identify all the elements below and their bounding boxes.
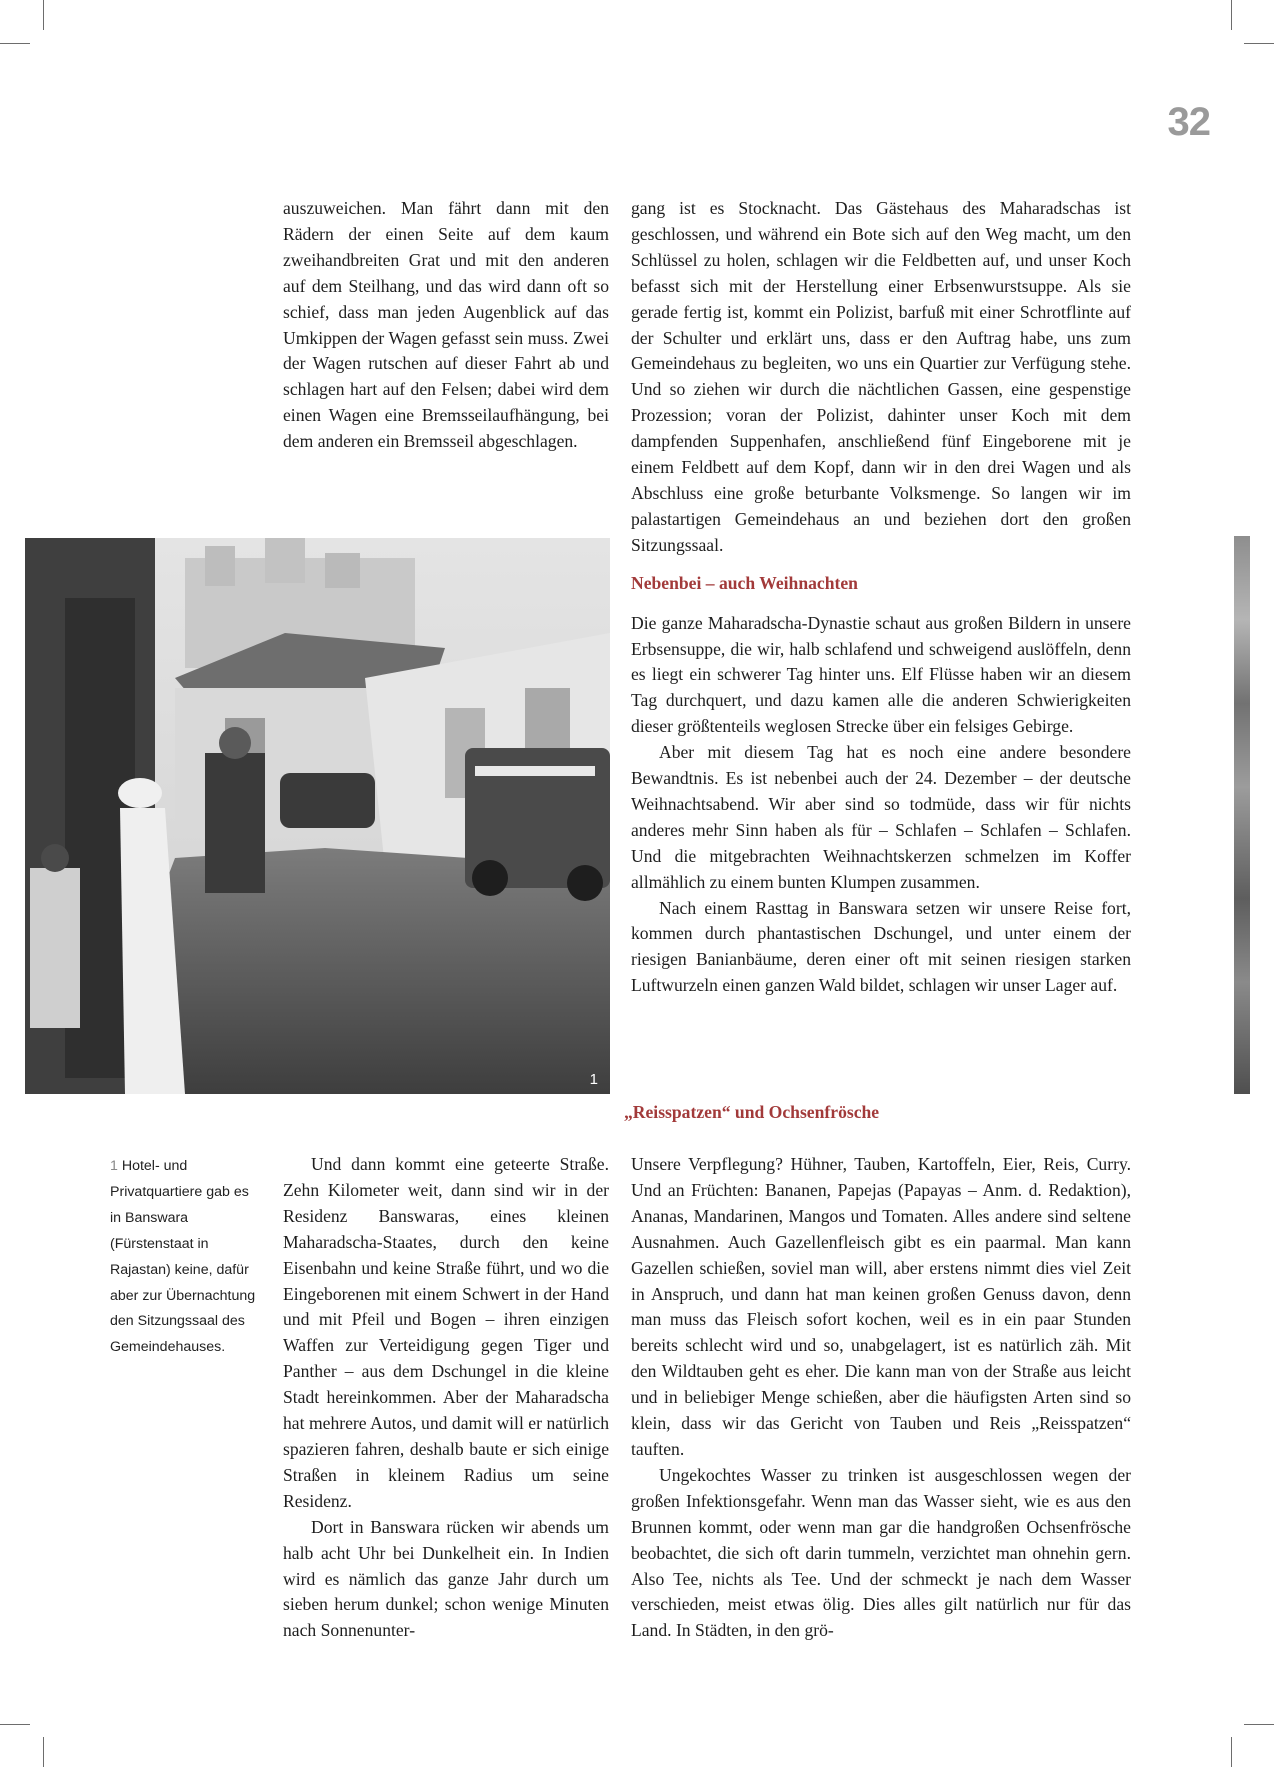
adjacent-page-photo-edge bbox=[1234, 536, 1250, 1094]
crop-mark bbox=[1231, 0, 1232, 30]
right-column-bottom bbox=[631, 1152, 1131, 1644]
paragraph: gang ist es Stocknacht. Das Gästehaus des Maharadschas ist geschlossen, und während ein Bote sich auf den Weg macht, um den Schlüssel zu holen, schlagen wir die Feldbetten auf, und unser Koch befasst sich mit der Herstellung einer Erbsenwurstsuppe. Als sie gerade fertig ist, kommt ein Polizist, barfuß mit einer Schrotflinte auf der Schulter und erklärt uns, dass er den Auftrag habe, uns zum Gemeindehaus zu begleiten, wo uns ein Quartier zur Verfügung stehe. Und so ziehen wir durch die nächtlichen Gassen, eine gespenstige Prozession; voran der Polizist, dahinter unser Koch mit dem dampfenden Suppenhafen, anschließend fünf Eingeborene mit je einem Feldbett auf dem Kopf, dann wir in den drei Wagen und als Abschluss eine große beturbante Volksmenge. So langen wir im palastartigen Gemeindehaus an und beziehen dort den großen Sitzungssaal. bbox=[631, 198, 1131, 555]
left-column-bottom bbox=[283, 1152, 609, 1644]
street-photo bbox=[25, 538, 610, 1094]
right-heading-block bbox=[624, 1100, 1124, 1126]
crop-mark bbox=[1231, 1737, 1232, 1767]
caption-text: Hotel- und Privatquartiere gab es in Banswara (Fürstenstaat in Rajastan) keine, dafür aber zur Übernachtung den Sitzungssaal des Gemeindehauses. bbox=[110, 1158, 256, 1356]
crop-mark bbox=[0, 1724, 30, 1725]
caption-number: 1 bbox=[110, 1158, 118, 1174]
paragraph: Und dann kommt eine geteerte Straße. Zehn Kilometer weit, dann sind wir in der Residenz Banswaras, eines kleinen Maharadscha-Staates, durch den keine Eisenbahn und keine Straße führt, und wo die Eingeborenen mit einem Schwert in der Hand und mit Pfeil und Bogen – ihren einzigen Waffen zur Verteidigung gegen Tiger und Panther – aus dem Dschungel in die kleine Stadt hereinkommen. Aber der Maharadscha hat mehrere Autos, und damit will er natürlich spazieren fahren, deshalb baute er sich einige Straßen in kleinem Radius um seine Residenz. bbox=[283, 1154, 609, 1511]
paragraph: Ungekochtes Wasser zu trinken ist ausgeschlossen wegen der großen Infektionsgefahr. Wenn man das Wasser sieht, wie es aus den Brunnen kommt, oder wenn man gar die handgroßen Ochsenfrösche beobachtet, die sich oft darin tummeln, verzichtet man ohnehin gern. Also Tee, nichts als Tee. Und der schmeckt je nach dem Wasser verschieden, meist etwas ölig. Dies alles gilt natürlich nur für das Land. In Städten, in den grö- bbox=[631, 1464, 1131, 1641]
crop-mark bbox=[43, 1737, 44, 1767]
paragraph: Dort in Banswara rücken wir abends um halb acht Uhr bei Dunkelheit ein. In Indien wird es nämlich das ganze Jahr durch um sieben herum dunkel; schon wenige Minuten nach Sonnenunter- bbox=[283, 1516, 609, 1641]
page-number: 32 bbox=[1167, 100, 1210, 144]
paragraph: Unsere Verpflegung? Hühner, Tauben, Kartoffeln, Eier, Reis, Curry. Und an Früchten: Bananen, Papejas (Papayas – Anm. d. Redaktion), Ananas, Mandarinen, Mangos und Tomaten. Alles andere sind seltene Ausnahmen. Auch Gazellenfleisch gibt es ein paarmal. Man kann Gazellen schießen, soviel man will, aber erstens nimmt dies viel Zeit in Anspruch, und dann hat man keinen großen Genuss davon, denn man muss das Fleisch sofort kochen, weil es in ein paar Stunden bereits schlecht wird und so, unabgelagert, ist es natürlich zäh. Mit den Wildtauben geht es eher. Die kann man von der Straße aus leicht und in beliebiger Menge schießen, aber die häufigsten Arten sind so klein, dass wir das Gericht von Tauben und Reis „Reisspatzen“ tauften. bbox=[631, 1154, 1131, 1459]
street-scene-image bbox=[25, 538, 610, 1094]
left-column-top bbox=[283, 196, 609, 455]
right-column-top bbox=[631, 196, 1131, 999]
section-heading: „Reisspatzen“ und Ochsenfrösche bbox=[624, 1102, 880, 1122]
crop-mark bbox=[43, 0, 44, 30]
photo-caption bbox=[110, 1154, 260, 1361]
paragraph: Nach einem Rasttag in Banswara setzen wir unsere Reise fort, kommen durch phantastischen Dschungel, und unter einem der riesigen Banianbäume, deren einer oft mit seinen riesigen starken Luftwurzeln einen ganzen Wald bildet, schlagen wir unser Lager auf. bbox=[631, 897, 1131, 996]
crop-mark bbox=[1244, 43, 1274, 44]
paragraph: Die ganze Maharadscha-Dynastie schaut aus großen Bildern in unsere Erbsensuppe, die wir, halb schlafend und schweigend auslöffeln, denn es liegt ein schwerer Tag hinter uns. Elf Flüsse haben wir an diesem Tag durchquert, und dazu kamen alle die anderen Schwierigkeiten dieser größtenteils weglosen Strecke über ein felsiges Gebirge. bbox=[631, 612, 1131, 737]
paragraph: Aber mit diesem Tag hat es noch eine andere besondere Bewandtnis. Es ist nebenbei auch der 24. Dezember – der deutsche Weihnachtsabend. Wir aber sind so todmüde, dass wir für nichts anderes mehr Sinn haben als für – Schlafen – Schlafen – Schlafen. Und die mitgebrachten Weihnachtskerzen schmelzen im Koffer allmählich zu einem bunten Klumpen zusammen. bbox=[631, 742, 1131, 892]
paragraph: auszuweichen. Man fährt dann mit den Rädern der einen Seite auf dem kaum zweihandbreiten Grat und mit den anderen auf dem Steilhang, und das wird dann oft so schief, dass man jeden Augenblick auf das Umkippen der Wagen gefasst sein muss. Zwei der Wagen rutschen auf dieser Fahrt ab und schlagen hart auf den Felsen; dabei wird dem einen Wagen eine Bremsseilaufhängung, bei dem anderen ein Bremsseil abgeschlagen. bbox=[283, 198, 609, 452]
section-heading: Nebenbei – auch Weihnachten bbox=[631, 572, 858, 593]
photo-number: 1 bbox=[589, 1071, 598, 1088]
crop-mark bbox=[1244, 1724, 1274, 1725]
crop-mark bbox=[0, 43, 30, 44]
